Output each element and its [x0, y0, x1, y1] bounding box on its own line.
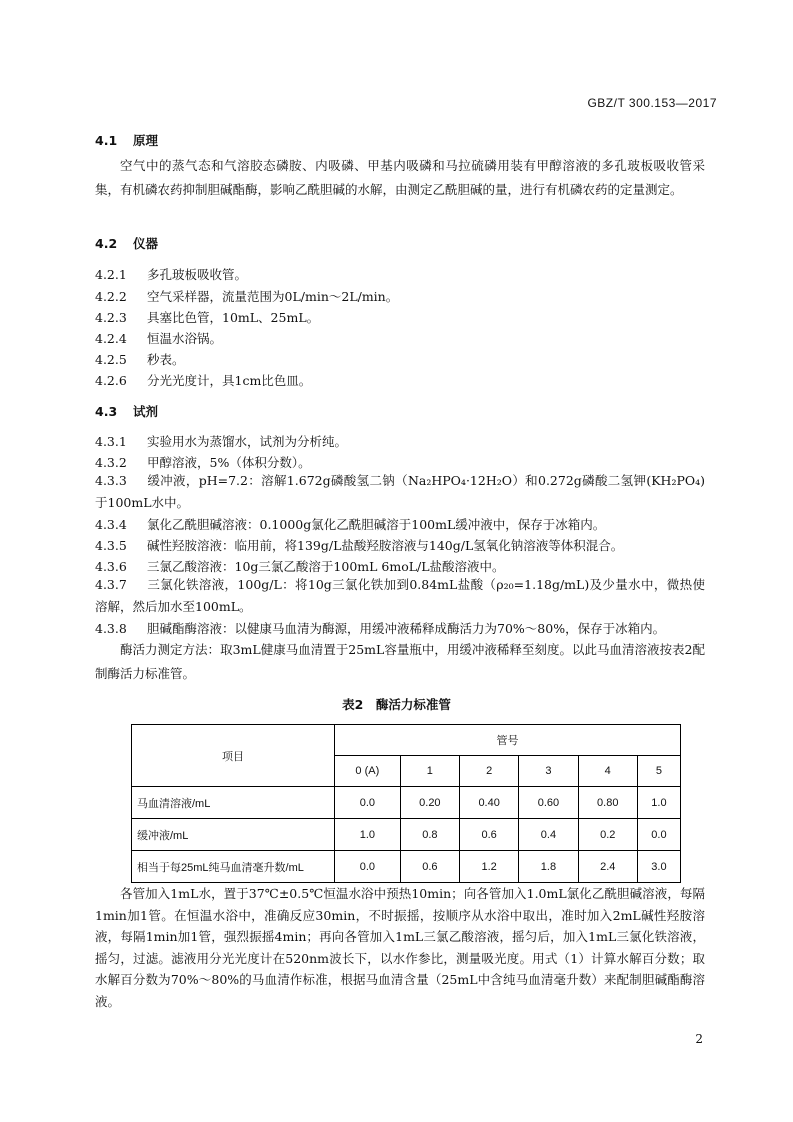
reagent-item	[95, 432, 347, 450]
item-number: 4.3.6	[95, 559, 127, 574]
item-text: 缓冲液，pH=7.2：溶解1.672g磷酸氢二钠（Na₂HPO₄·12H₂O）和0.272g磷酸二氢钾(KH₂PO₄)于100mL水中。	[95, 473, 705, 510]
section-4-3-heading	[95, 402, 158, 420]
procedure-paragraph: 各管加入1mL水，置于37℃±0.5℃恒温水浴中预热10min；向各管加入1.0mL氯化乙酰胆碱溶液，每隔1min加1管。在恒温水浴中，准确反应30min，不时振摇，按顺序从水浴中取出，准时加入2mL碱性羟胺溶液，每隔1min加1管，强烈振摇4min；再向各管加入1mL三氯乙酸溶液，摇匀后，加入1mL三氯化铁溶液，摇匀，过滤。滤液用分光光度计在520nm波长下，以水作参比，测量吸光度。用式（1）计算水解百分数；取水解百分数为70%～80%的马血清作标准，根据马血清含量（25mL中含纯马血清毫升数）来配制胆碱酯酶溶液。	[95, 886, 705, 1009]
item-number: 4.3.2	[95, 455, 127, 470]
table-cell: 1.2	[460, 851, 519, 883]
section-number: 4.3	[95, 404, 118, 419]
item-text: 秒表。	[147, 352, 185, 367]
reagent-item	[95, 453, 311, 471]
item-number: 4.3.3	[95, 473, 127, 488]
item-text: 具塞比色管，10mL、25mL。	[147, 310, 320, 325]
table-cell: 0.0	[637, 819, 680, 851]
table-cell: 1.8	[519, 851, 578, 883]
tube-number: 2	[460, 756, 519, 787]
item-number: 4.2.6	[95, 373, 127, 388]
item-text: 氯化乙酰胆碱溶液：0.1000g氯化乙酰胆碱溶于100mL缓冲液中，保存于冰箱内。	[147, 517, 606, 532]
item-text: 恒温水浴锅。	[147, 331, 223, 346]
reagent-item	[95, 619, 665, 637]
table-row	[132, 819, 681, 851]
table-cell: 2.4	[578, 851, 637, 883]
section-number: 4.2	[95, 236, 118, 251]
tube-number: 5	[637, 756, 680, 787]
reagent-item	[95, 536, 623, 554]
instrument-item	[95, 350, 185, 368]
reagent-item	[95, 470, 705, 514]
table-cell: 3.0	[637, 851, 680, 883]
item-number: 4.3.5	[95, 538, 127, 553]
table-cell: 0.2	[578, 819, 637, 851]
table-cell: 0.40	[460, 787, 519, 819]
item-number: 4.2.4	[95, 331, 127, 346]
table-cell: 0.6	[400, 851, 459, 883]
reagent-item	[95, 515, 605, 533]
enzyme-standard-table	[131, 724, 681, 883]
page-number: 2	[695, 1032, 703, 1046]
reagent-item	[95, 574, 705, 618]
row-label: 缓冲液/mL	[132, 819, 335, 851]
item-number: 4.2.5	[95, 352, 127, 367]
table-cell: 0.4	[519, 819, 578, 851]
item-text: 分光光度计，具1cm比色皿。	[147, 373, 312, 388]
instrument-item	[95, 287, 398, 305]
reagent-item	[95, 557, 505, 575]
instrument-item	[95, 265, 247, 283]
table-row	[132, 787, 681, 819]
item-number: 4.2.2	[95, 289, 127, 304]
table-cell: 0.0	[335, 851, 401, 883]
enzyme-method-paragraph: 酶活力测定方法：取3mL健康马血清置于25mL容量瓶中，用缓冲液稀释至刻度。以此马血清溶液按表2配制酶活力标准管。	[95, 642, 705, 681]
table-cell: 0.20	[400, 787, 459, 819]
item-text: 甲醇溶液，5%（体积分数）。	[147, 455, 311, 470]
item-text: 空气采样器，流量范围为0L/min～2L/min。	[147, 289, 399, 304]
row-label: 马血清溶液/mL	[132, 787, 335, 819]
section-title: 原理	[133, 133, 159, 148]
instrument-item	[95, 308, 319, 326]
item-number: 4.2.1	[95, 267, 127, 282]
item-number: 4.2.3	[95, 310, 127, 325]
section-number: 4.1	[95, 133, 118, 148]
item-number: 4.3.1	[95, 434, 127, 449]
section-title: 仪器	[133, 236, 159, 251]
tube-number: 4	[578, 756, 637, 787]
item-text: 实验用水为蒸馏水，试剂为分析纯。	[147, 434, 348, 449]
table-cell: 1.0	[637, 787, 680, 819]
item-number: 4.3.4	[95, 517, 127, 532]
item-header: 项目	[132, 725, 335, 787]
item-number: 4.3.7	[95, 577, 127, 592]
table-cell: 1.0	[335, 819, 401, 851]
instrument-item	[95, 371, 311, 389]
row-label: 相当于每25mL纯马血清毫升数/mL	[132, 851, 335, 883]
item-text: 三氯乙酸溶液：10g三氯乙酸溶于100mL 6moL/L盐酸溶液中。	[147, 559, 505, 574]
section-4-2-heading	[95, 234, 158, 252]
principle-paragraph: 空气中的蒸气态和气溶胶态磷胺、内吸磷、甲基内吸磷和马拉硫磷用装有甲醇溶液的多孔玻板吸收管采集，有机磷农药抑制胆碱酯酶，影响乙酰胆碱的水解，由测定乙酰胆碱的量，进行有机磷农药的定量测定。	[95, 158, 705, 197]
table-row	[132, 851, 681, 883]
section-title: 试剂	[133, 404, 159, 419]
table-title: 表2 酶活力标准管	[342, 697, 451, 712]
table-cell: 0.80	[578, 787, 637, 819]
table-cell: 0.6	[460, 819, 519, 851]
table-cell: 0.60	[519, 787, 578, 819]
tube-number: 1	[400, 756, 459, 787]
standard-code: GBZ/T 300.153—2017	[587, 96, 717, 110]
item-number: 4.3.8	[95, 621, 127, 636]
item-text: 胆碱酯酶溶液：以健康马血清为酶源，用缓冲液稀释成酶活力为70%～80%，保存于冰箱内。	[147, 621, 666, 636]
item-text: 三氯化铁溶液，100g/L：将10g三氯化铁加到0.84mL盐酸（ρ₂₀=1.18g/mL)及少量水中，微热使溶解，然后加水至100mL。	[95, 577, 705, 614]
section-4-1-heading	[95, 131, 158, 149]
item-text: 碱性羟胺溶液：临用前，将139g/L盐酸羟胺溶液与140g/L氢氧化钠溶液等体积混合。	[147, 538, 624, 553]
tube-number: 0 (A)	[335, 756, 401, 787]
table-cell: 0.8	[400, 819, 459, 851]
tube-number: 3	[519, 756, 578, 787]
tube-header: 管号	[335, 725, 681, 756]
table-cell: 0.0	[335, 787, 401, 819]
instrument-item	[95, 329, 222, 347]
item-text: 多孔玻板吸收管。	[147, 267, 248, 282]
